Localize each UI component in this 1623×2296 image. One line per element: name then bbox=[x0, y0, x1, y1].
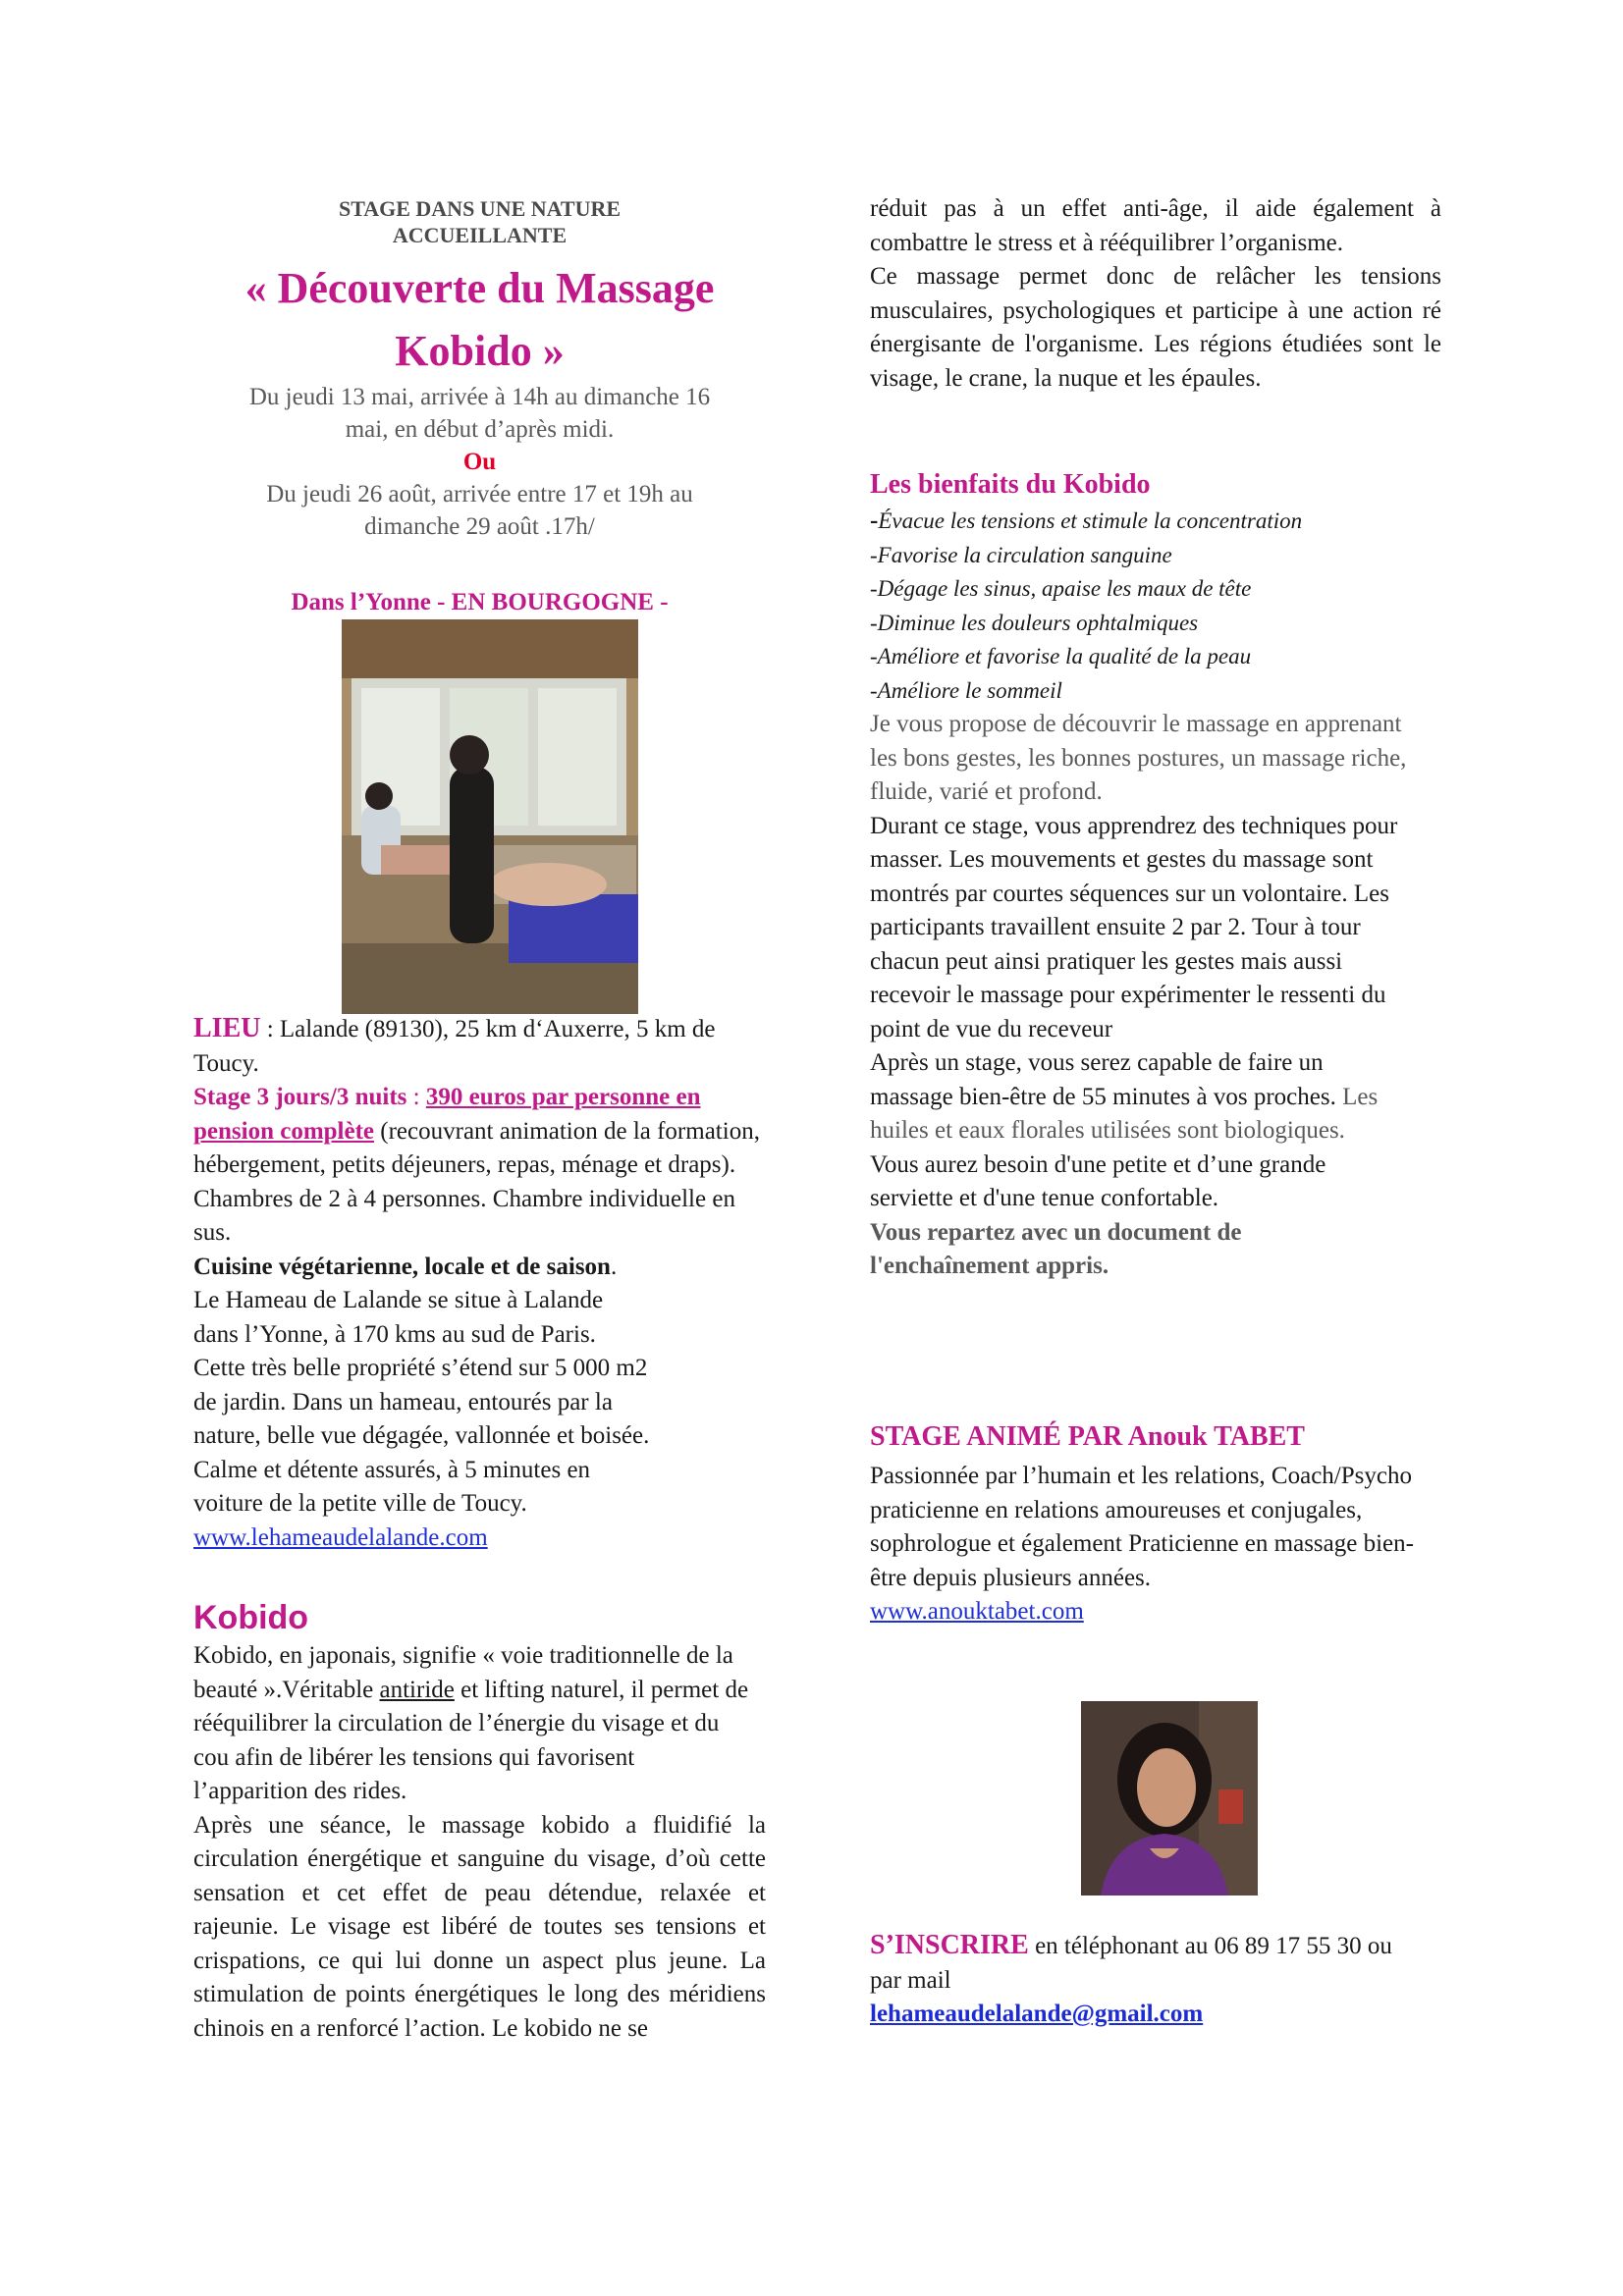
lieu-section bbox=[193, 1012, 766, 1555]
stage-sep: : bbox=[406, 1084, 426, 1110]
bienfaits-item-0: -Évacue les tensions et stimule la concentration bbox=[870, 507, 1303, 534]
bienfaits-item-5: -Améliore le sommeil bbox=[870, 677, 1062, 703]
propriete-line-2: de jardin. Dans un hameau, entourés par la bbox=[193, 1388, 613, 1415]
animateur-bio: Passionnée par l’humain et les relations, Coach/Psycho praticienne en relations amoureuses et conjugales, sophrologue et également Praticienne en massage bien-être depuis plusieurs années. bbox=[870, 1463, 1414, 1591]
hameau-website-link[interactable]: www.lehameaudelalande.com bbox=[193, 1523, 488, 1551]
dates-2-line-2: dimanche 29 août .17h/ bbox=[364, 513, 595, 540]
propriete-line-1: Cette très belle propriété s’étend sur 5 000 m2 bbox=[193, 1355, 648, 1381]
kobido-section bbox=[193, 1639, 766, 2046]
hameau-line-2: dans l’Yonne, à 170 kms au sud de Paris. bbox=[193, 1320, 596, 1348]
kobido-continued bbox=[870, 192, 1441, 396]
price-detail: (recouvrant animation de la formation, hébergement, petits déjeuners, repas, ménage et draps). Chambres de 2 à 4 personnes. Chambre individuelle en sus. bbox=[193, 1117, 760, 1246]
price-link[interactable]: 390 euros par personne en pension complète bbox=[193, 1084, 701, 1145]
bienfaits-heading: Les bienfaits du Kobido bbox=[870, 469, 1151, 500]
dates-2-line-1: Du jeudi 26 août, arrivée entre 17 et 19h au bbox=[266, 481, 693, 507]
stage-huiles: Les huiles et eaux florales utilisées sont biologiques. bbox=[870, 1083, 1379, 1144]
lieu-text: : Lalande (89130), 25 km d‘Auxerre, 5 km de Toucy. bbox=[193, 1016, 716, 1077]
inscription-section bbox=[870, 1929, 1441, 2032]
dates-1-line-1: Du jeudi 13 mai, arrivée à 14h au dimanche 16 bbox=[248, 384, 711, 410]
email-link[interactable]: lehameaudelalande@gmail.com bbox=[870, 2001, 1204, 2027]
bienfaits-item-4: -Améliore et favorise la qualité de la peau bbox=[870, 644, 1252, 668]
stage-label: Stage 3 jours/3 nuits bbox=[193, 1084, 407, 1110]
propriete-line-3: nature, belle vue dégagée, vallonnée et boisée. bbox=[193, 1422, 650, 1449]
portrait-photo bbox=[1081, 1701, 1258, 1896]
stage-intro: Je vous propose de découvrir le massage en apprenant les bons gestes, les bonnes postures, un massage riche, fluide, varié et profond. bbox=[870, 711, 1407, 805]
portrait-graphic bbox=[1081, 1701, 1258, 1896]
kobido-heading: Kobido bbox=[193, 1599, 309, 1636]
bienfaits-item-2: -Dégage les sinus, apaise les maux de tête bbox=[870, 576, 1252, 601]
propriete-line-5: voiture de la petite ville de Toucy. bbox=[193, 1490, 527, 1517]
inscription-text: en téléphonant au 06 89 17 55 30 ou par mail bbox=[870, 1933, 1392, 1994]
antiride-link[interactable]: antiride bbox=[379, 1676, 455, 1703]
bienfaits-list bbox=[870, 505, 1441, 708]
lieu-label: LIEU bbox=[193, 1013, 261, 1043]
cuisine: Cuisine végétarienne, locale et de saison bbox=[193, 1253, 611, 1280]
massage-photo bbox=[342, 619, 638, 1014]
massage-photo-graphic bbox=[342, 619, 638, 1014]
propriete-line-4: Calme et détente assurés, à 5 minutes en bbox=[193, 1456, 591, 1483]
stage-document: Vous repartez avec un document de l'enchaînement appris. bbox=[870, 1218, 1242, 1279]
kobido-p1-b: et lifting naturel, il permet de rééquilibrer la circulation de l’énergie du visage et du cou afin de libérer les tensions qui favorisent l’apparition des rides. bbox=[193, 1676, 749, 1804]
bienfaits-item-1: -Favorise la circulation sanguine bbox=[870, 542, 1172, 567]
page-title bbox=[193, 257, 766, 383]
kobido-p1-a: Kobido, en japonais, signifie « voie traditionnelle de la beauté ».Véritable bbox=[193, 1642, 733, 1703]
kobido-p2: Après une séance, le massage kobido a fluidifié la circulation énergétique et sanguine du visage, d’où cette sensation et cet effet de peau détendue, relaxée et rajeunie. Le visage est libéré de toutes ses tensions et crispations, ce qui lui donne un aspect plus jeune. La stimulation de points énergétiques le long des méridiens chinois en a renforcé l’action. Le kobido ne se bbox=[193, 1811, 766, 2042]
bienfaits-item-3: -Diminue les douleurs ophtalmiques bbox=[870, 610, 1199, 635]
title-line-2: Kobido » bbox=[395, 327, 565, 375]
or-label: Ou bbox=[462, 449, 497, 475]
kobido-p2-cont: réduit pas à un effet anti-âge, il aide également à combattre le stress et à rééquilibrer l’organisme. bbox=[870, 195, 1441, 256]
kobido-p3: Ce massage permet donc de relâcher les tensions musculaires, psychologiques et participe à une action ré énergisante de l'organisme. Les régions étudiées sont le visage, le crane, la nuque et les épaules. bbox=[870, 263, 1441, 392]
stage-durant: Durant ce stage, vous apprendrez des techniques pour masser. Les mouvements et gestes du massage sont montrés par courtes séquences sur un volontaire. Les participants travaillent ensuite 2 par 2. Tour à tour chacun peut ainsi pratiquer les gestes mais aussi recevoir le massage pour expérimenter le ressenti du point de vue du receveur bbox=[870, 812, 1398, 1042]
cuisine-end: . bbox=[610, 1253, 618, 1280]
kicker-line-2: ACCUEILLANTE bbox=[392, 223, 568, 247]
dates-block bbox=[193, 381, 766, 543]
stage-apres: Après un stage, vous serez capable de faire un massage bien-être de 55 minutes à vos proches. bbox=[870, 1049, 1336, 1110]
stage-besoin: Vous aurez besoin d'une petite et d’une grande serviette et d'une tenue confortable. bbox=[870, 1150, 1326, 1211]
region: Dans l’Yonne - EN BOURGOGNE - bbox=[291, 589, 669, 615]
hameau-line-1: Le Hameau de Lalande se situe à Lalande bbox=[193, 1287, 604, 1313]
anouk-website-link[interactable]: www.anouktabet.com bbox=[870, 1598, 1084, 1625]
inscription-label: S’INSCRIRE bbox=[870, 1930, 1029, 1960]
animateur-heading: STAGE ANIMÉ PAR Anouk TABET bbox=[870, 1421, 1305, 1452]
stage-description bbox=[870, 708, 1441, 1284]
kicker bbox=[193, 195, 766, 248]
animateur-section bbox=[870, 1460, 1420, 1629]
dates-1-line-2: mai, en début d’après midi. bbox=[345, 416, 615, 443]
kicker-line-1: STAGE DANS UNE NATURE bbox=[338, 196, 622, 221]
title-line-1: « Découverte du Massage bbox=[244, 264, 715, 312]
